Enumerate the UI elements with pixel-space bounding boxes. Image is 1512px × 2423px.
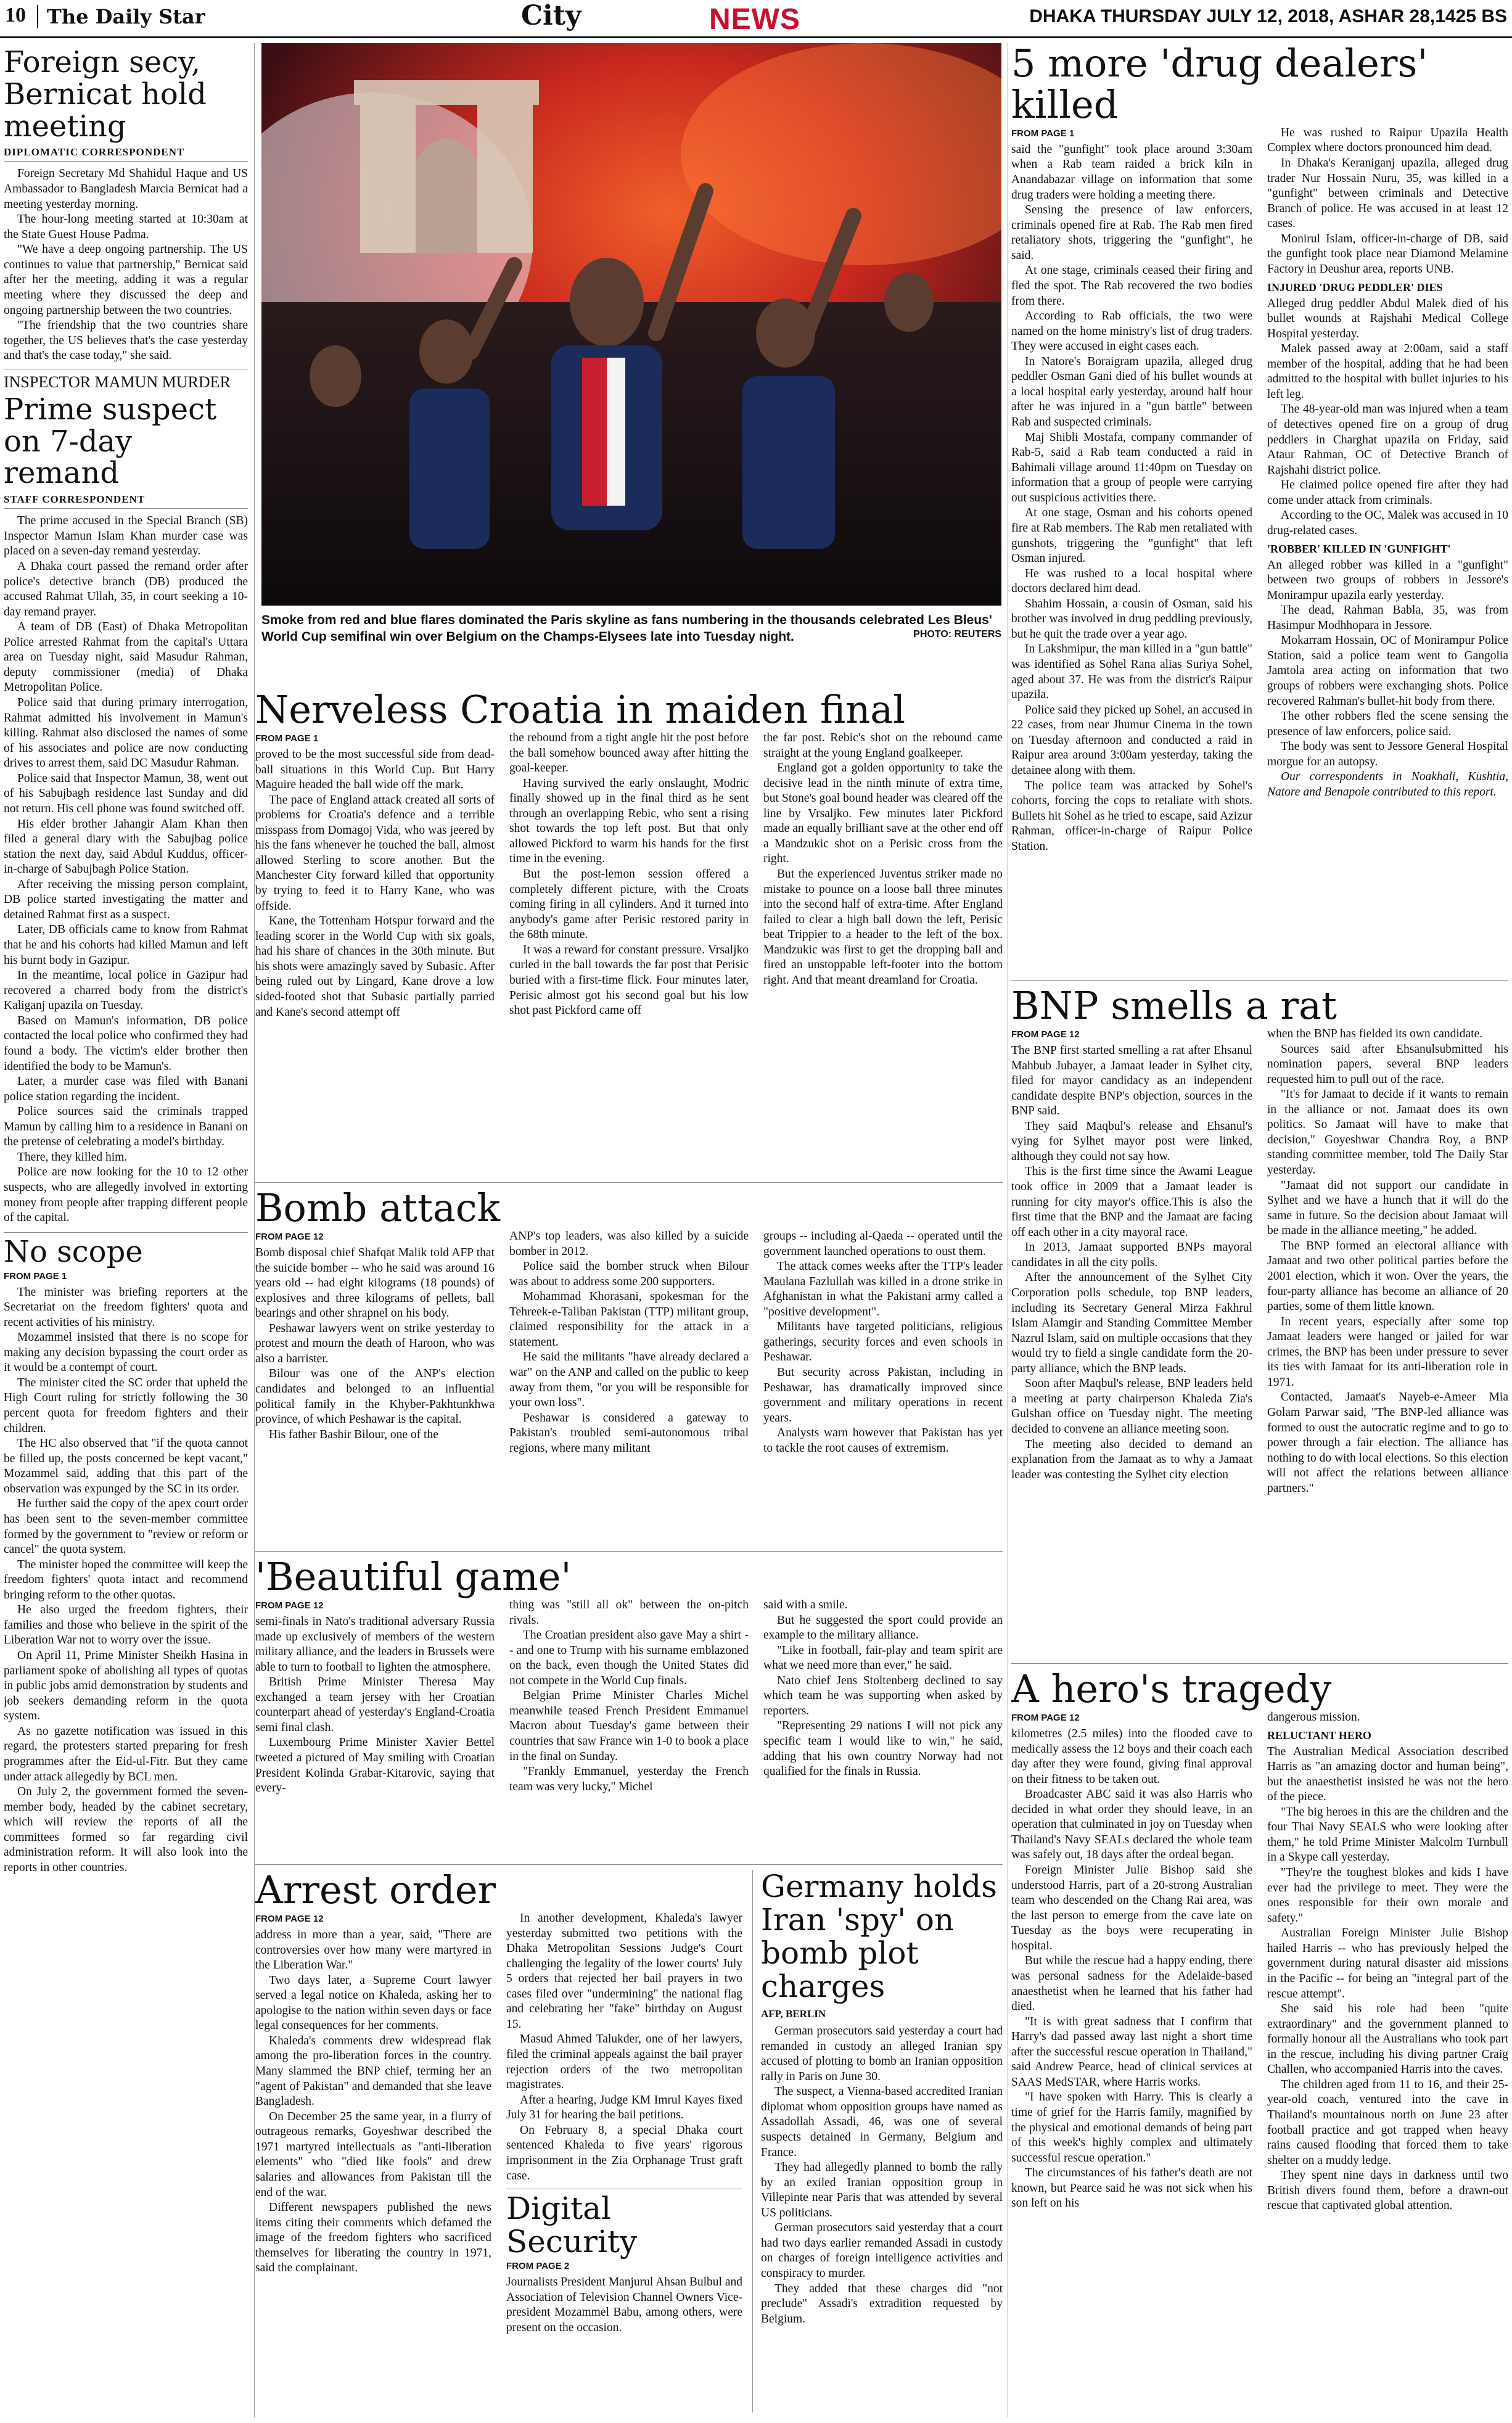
- paragraph: The 48-year-old man was injured when a team of detectives opened fire on a group of drug peddlers in Charghat upazila on Friday, said Ataur Rahman, OC of Detective Branch of Rajshahi district police.: [1267, 403, 1508, 477]
- paragraph: After receiving the missing person complaint, DB police started investigating the matter and detained Rahmat first as a suspect.: [4, 878, 248, 921]
- center-column: [255, 689, 1003, 2416]
- bottom-center-block: [255, 1870, 1003, 2413]
- paragraph: Alleged drug peddler Abdul Malek died of his bullet wounds at Rajshahi Medical College Hospital yesterday.: [1267, 297, 1508, 340]
- paragraph: semi-finals in Nato's traditional adversary Russia made up exclusively of members of the western military alliance, and the leaders in Brussels were able to turn to football to lighten the atmosphere.: [255, 1615, 495, 1674]
- paragraph: dangerous mission.: [1267, 1710, 1360, 1724]
- text-column: [763, 1229, 1003, 1456]
- paragraph: The hour-long meeting started at 10:30am at the State Guest House Padma.: [4, 213, 248, 241]
- paragraph: ANP's top leaders, was also killed by a suicide bomber in 2012.: [509, 1229, 749, 1258]
- celebration-photo: [261, 43, 1001, 606]
- headline: Germany holds Iran 'spy' on bomb plot charges: [761, 1870, 997, 2004]
- headline: Bomb attack: [255, 1188, 501, 1230]
- paragraph: Foreign Secretary Md Shahidul Haque and US Ambassador to Bangladesh Marcia Bernicat had a meeting yesterday morning.: [4, 167, 248, 211]
- paragraph: He further said the copy of the apex court order has been sent to the seven-member committee formed by the government to "review or reform or cancel" the quota system.: [4, 1497, 248, 1557]
- paragraph: In Natore's Boraigram upazila, alleged drug peddler Osman Gani died of his bullet wounds at a local hospital early yesterday, around half hour after he was injured in a "gun battle" between Rab and suspected criminals.: [1011, 355, 1252, 429]
- paragraph: On July 2, the government formed the seven-member body, headed by the cabinet secretary, which will review the reports of all the committees formed so far regarding civil administration reform. It will also look into the reports in other countries.: [4, 1785, 248, 1874]
- paragraph: According to Rab officials, the two were named on the home ministry's list of drug traders. They were accused in eight cases each.: [1011, 310, 1252, 353]
- subhead: INJURED 'DRUG PEDDLER' DIES: [1267, 281, 1443, 294]
- jump-label: FROM PAGE 12: [255, 1913, 324, 1924]
- paragraph: Police said they picked up Sohel, an accused in 22 cases, from near Jhumur Cinema in the town on Tuesday afternoon and conducted a raid in Raipur area around 3:00am yesterday, taking the detainee along with them.: [1011, 703, 1252, 777]
- contributor-note: Our correspondents in Noakhali, Kushtia, Natore and Benapole contributed to this report.: [1267, 770, 1508, 799]
- paragraph: Police said that Inspector Mamun, 38, went out of his Sabujbagh residence last Sunday and did not return. His cell phone was found switched off.: [4, 771, 248, 815]
- paragraph: But while the rescue had a happy ending, there was personal sadness for the Adelaide-based anaesthetist when he learned that his father had died.: [1011, 1954, 1252, 2014]
- article-croatia: [255, 689, 1003, 1183]
- paragraph: Malek passed away at 2:00am, said a staff member of the hospital, adding that he had been admitted to the hospital with bullet injuries to his left leg.: [1267, 342, 1508, 401]
- paragraph: "I have spoken with Harry. This is clearly a time of grief for the Harris family, magnified by the physical and emotional demands of being part of this week's highly complex and ultimately successful rescue operation.": [1011, 2091, 1252, 2165]
- article-arrest: [255, 1870, 742, 2413]
- text-column: [1267, 1027, 1508, 1496]
- paragraph: In the meantime, local police in Gazipur had recovered a charred body from the district's Kaliganj upazila on Tuesday.: [4, 969, 248, 1013]
- paragraph: Maj Shibli Mostafa, company commander of Rab-5, said a Rab team conducted a raid in Bahimali village around 11:40pm on Tuesday on information that a group of people were carrying out suspicious activities there.: [1011, 430, 1252, 504]
- headline: No scope: [4, 1234, 143, 1269]
- paragraph: Bilour was one of the ANP's election candidates and belonged to an influential political family in the Khyber-Pakhtunkhwa province, of which Peshawar is the capital.: [255, 1367, 495, 1426]
- photo-image: [261, 43, 1001, 606]
- paragraph: Later, a murder case was filed with Banani police station regarding the incident.: [4, 1075, 248, 1103]
- column-rule: [752, 1870, 753, 2413]
- paragraph: The Australian Medical Association described Harris as "an amazing doctor and human being", but the anaesthetist insisted he was not the hero of the piece.: [1267, 1745, 1508, 1804]
- paragraph: The pace of England attack created all sorts of problems for Croatia's defence and a terrible misspass from Domagoj Vida, who was jeered by his the fans whenever he touched the ball, almost allowed Sterling to score another. But the Manchester City forward killed that opportunity by trying to feed it to Harry Kane, who was offside.: [255, 793, 495, 913]
- jump-label: FROM PAGE 12: [1011, 1712, 1080, 1723]
- paragraph: There, they killed him.: [17, 1150, 128, 1164]
- page-number: 10: [5, 4, 26, 27]
- paragraph: Having survived the early onslaught, Modric finally showed up in the final third as he sent through an overlapping Rebic, who sent a rising shot towards the top left post. But that only allowed Pickford to warm his hands for the first time in the evening.: [509, 776, 749, 866]
- category-label: NEWS: [709, 3, 800, 36]
- paragraph: It was a reward for constant pressure. Vrsaljko curled in the ball towards the far post that Perisic buried with a first-time flick. Four minutes later, Perisic almost got his second goal but his low shot past Pickford came off: [509, 943, 749, 1018]
- paragraph: A team of DB (East) of Dhaka Metropolitan Police arrested Rahmat from the capital's Uttara area on Tuesday night, said Masudur Rahman, deputy commissioner (media) of Dhaka Metropolitan Police.: [4, 620, 248, 694]
- article-columns: [1011, 1710, 1508, 2214]
- headline: Foreign secy, Bernicat hold meeting: [4, 47, 207, 144]
- article-columns: [255, 1229, 1003, 1456]
- paragraph: Sources said after Ehsanulsubmitted his nomination papers, several BNP leaders requested him to pull out of the race.: [1267, 1042, 1508, 1086]
- paragraph: Broadcaster ABC said it was also Harris who decided in what order they should leave, in an operation that culminated in joy on Tuesday when Thailand's Navy SEALs declared the whole team was safely out, 18 days after the ordeal began.: [1011, 1788, 1252, 1862]
- left-column: [4, 47, 248, 2418]
- paragraph: Police said the bomber struck when Bilour was about to address some 200 supporters.: [509, 1260, 749, 1288]
- article-bnp: [1011, 985, 1508, 1664]
- paragraph: Contacted, Jamaat's Nayeb-e-Ameer Mia Golam Parwar said, "The BNP-led alliance was formed to oust the autocratic regime and to go to power through a fair election. The alliance has nothing to do with local elections. So this election will not affect the relations between alliance partners.": [1267, 1391, 1508, 1495]
- paragraph: He said the militants "have already declared a war" on the ANP and called on the public to keep away from them, "or you will be responsible for your own loss".: [509, 1351, 749, 1410]
- paragraph: An alleged robber was killed in a "gunfight" between two groups of robbers in Jessore's Monirampur upazila early yesterday.: [1267, 558, 1508, 602]
- article-body: [761, 2024, 1003, 2327]
- paragraph: "It is with great sadness that I confirm that Harry's dad passed away last night a short time after the successful rescue operation in Thailand," said Andrew Pearce, head of clinical services at SAAS MedSTAR, where Harris works.: [1011, 2015, 1252, 2089]
- paragraph: The other robbers fled the scene sensing the presence of law enforcers, police said.: [1267, 710, 1508, 738]
- paragraph: The Croatian president also gave May a shirt -- and one to Trump with his surname emblazoned on the back, even though the United States did not compete in the World Cup finals.: [509, 1629, 749, 1687]
- article-mamun: [4, 369, 248, 1226]
- paragraph: The body was sent to Jessore General Hospital morgue for an autopsy.: [1267, 740, 1508, 768]
- paragraph: Mohammad Khorasani, spokesman for the Tehreek-e-Taliban Pakistan (TTP) militant group, claimed responsibility for the attack in a statement.: [509, 1290, 749, 1349]
- paragraph: They said Maqbul's release and Ehsanul's vying for Sylhet mayor post were linked, although they could not say how.: [1011, 1119, 1252, 1163]
- jump-label: FROM PAGE 12: [255, 1600, 324, 1611]
- paragraph: In Dhaka's Keraniganj upazila, alleged drug trader Nur Hossain Nuru, 35, was killed in a "gunfight" between criminals and Detective Branch of police. He was accused in at least 12 cases.: [1267, 157, 1508, 231]
- article-columns: [255, 1598, 1003, 1796]
- text-column: [255, 1911, 491, 2335]
- section-name: City: [521, 0, 581, 31]
- article-columns: [1011, 126, 1508, 854]
- text-column: [509, 1229, 749, 1456]
- paragraph: said with a smile.: [763, 1598, 848, 1611]
- paragraph: The minister cited the SC order that upheld the High Court ruling for strictly following the 30 percent quota for freedom fighters and their children.: [4, 1376, 248, 1435]
- jump-label: FROM PAGE 12: [1011, 1029, 1080, 1040]
- paragraph: They spent nine days in darkness until two British divers found them, before a drawn-out rescue that captivated global attention.: [1267, 2169, 1508, 2213]
- paragraph: He was rushed to Raipur Upazila Health Complex where doctors pronounced him dead.: [1267, 126, 1508, 155]
- headline: Nerveless Croatia in maiden final: [255, 689, 906, 732]
- paragraph: On December 25 the same year, in a flurry of outrageous remarks, Goyeshwar described the 1971 martyred intellectuals as "anti-liberation elements" who "died like fools" and drew salaries and allowances from Pakistan till the end of the war.: [255, 2110, 491, 2199]
- paragraph: Mozammel insisted that there is no scope for making any decision bypassing the court order as it would be a contempt of court.: [4, 1331, 248, 1375]
- paragraph: In recent years, especially after some top Jamaat leaders were hanged or jailed for war crimes, the BNP has been under pressure to sever its ties with Jamaat for its anti-liberation role in 1971.: [1267, 1315, 1508, 1389]
- paragraph: His elder brother Jahangir Alam Khan then filed a general diary with the Sabujbag police station the next day, said Abdul Kuddus, officer-in-charge of Sabujbagh Police Station.: [4, 817, 248, 876]
- paragraph: On February 8, a special Dhaka court sentenced Khaleda to five years' rigorous imprisonment in the Zia Orphanage Trust graft case.: [506, 2123, 742, 2182]
- paragraph: thing was "still all ok" between the on-pitch rivals.: [509, 1598, 749, 1627]
- paragraph: "The big heroes in this are the children and the four Thai Navy SEALS who were looking after them," he told Prime Minister Malcolm Turnbull in a Skype call yesterday.: [1267, 1805, 1508, 1864]
- paragraph: kilometres (2.5 miles) into the flooded cave to medically assess the 12 boys and their coach each day after they were found, giving final approval on their fitness to be taken out.: [1011, 1727, 1252, 1786]
- jump-label: FROM PAGE 2: [506, 2261, 570, 2272]
- paragraph: Police sources said the criminals trapped Mamun by calling him to a residence in Banani on the pretense of celebrating a model's birthday.: [4, 1105, 248, 1149]
- jump-label: FROM PAGE 1: [255, 733, 319, 744]
- article-beautiful-game: [255, 1557, 1003, 1865]
- article-digital-security: [506, 2189, 742, 2335]
- paragraph: Different newspapers published the news items citing their comments which defamed the image of the freedom fighters who sacrificed themselves for liberating the country in 1971, said the complainant.: [255, 2201, 491, 2275]
- paragraph: The BNP formed an electoral alliance with Jamaat and two other political parties before the 2001 election, which it won. Over the years, the four-party alliance has become an alliance of 20 parties, some of them little known.: [1267, 1239, 1508, 1314]
- text-column: [1267, 126, 1508, 854]
- paragraph: Belgian Prime Minister Charles Michel meanwhile teased French President Emmanuel Macron about Tuesday's game between their countries that saw France win 1-0 to book a place in the final on Sunday.: [509, 1689, 749, 1763]
- paragraph: The dead, Rahman Babla, 35, was from Hasimpur Modhhopara in Jessore.: [1267, 604, 1508, 632]
- text-column: [1011, 1027, 1252, 1496]
- column-rule: [254, 43, 255, 2417]
- photo-caption: [261, 612, 1001, 646]
- paragraph: Foreign Minister Julie Bishop said she understood Harris, part of a 20-strong Australian team who descended on the Chang Rai area, was the last person to emerge from the cave late on Tuesday as the boys were recuperating in hospital.: [1011, 1864, 1252, 1952]
- headline: Digital Security: [506, 2191, 638, 2260]
- text-column: [509, 1598, 749, 1796]
- jump-label: FROM PAGE 1: [4, 1270, 67, 1281]
- subhead: 'ROBBER' KILLED IN 'GUNFIGHT': [1267, 542, 1451, 555]
- jump-label: FROM PAGE 12: [255, 1231, 324, 1242]
- paragraph: "The friendship that the two countries share together, the US believes that's the case yesterday and that's the case today," she said.: [4, 319, 248, 363]
- paragraph: In Lakshmipur, the man killed in a "gun battle" was identified as Sohel Rana alias Suriya Sohel, aged about 37. He was from the district's Raipur upazila.: [1011, 643, 1252, 702]
- paragraph: Masud Ahmed Talukder, one of her lawyers, filed the criminal appeals against the bail prayer rejection orders of the two metropolitan magistrates.: [506, 2033, 742, 2092]
- paragraph: The minister hoped the committee will keep the freedom fighters' quota intact and recommend bringing reform to the other quotas.: [4, 1558, 248, 1602]
- paragraph: Nato chief Jens Stoltenberg declined to say which team he was supporting when asked by reporters.: [763, 1674, 1003, 1717]
- article-quota: [4, 1232, 248, 1876]
- article-bomb: [255, 1188, 1003, 1552]
- paragraph: Journalists President Manjurul Ahsan Bulbul and Association of Television Channel Owners Vice-president Mozammel Babu, among others, were present on the occasion.: [506, 2276, 742, 2334]
- paragraph: A Dhaka court passed the remand order after police's detective branch (DB) produced the accused Rahmat Ullah, 35, in court seeking a 10-day remand prayer.: [4, 559, 248, 619]
- headline: BNP smells a rat: [1011, 985, 1337, 1028]
- paragraph: But the post-lemon session offered a completely different picture, with the Croats coming firing in all cylinders. And it turned into anybody's game after Perisic restored parity in the 68th minute.: [509, 868, 749, 942]
- headline: A hero's tragedy: [1011, 1669, 1332, 1711]
- paragraph: At one stage, Osman and his cohorts opened fire at Rab members. The Rab men retaliated with gunshots, triggering the "gunfight" that left Osman injured.: [1011, 506, 1252, 566]
- headline: Arrest order: [255, 1870, 496, 1912]
- paragraph: But security across Pakistan, including in Peshawar, has dramatically improved since government and military operations in recent years.: [763, 1366, 1003, 1425]
- paragraph: German prosecutors said yesterday a court had remanded in custody an alleged Iranian spy accused of plotting to bomb an Iranian opposition rally in Paris on June 30.: [761, 2025, 1003, 2083]
- paragraph: After the announcement of the Sylhet City Corporation polls schedule, top BNP leaders, including its Secretary General Mirza Fakhrul Islam Alamgir and Standing Committee Member Nazrul Islam, said on multiple occasions that they would try to field a single candidate form the 20-party alliance, which the BNP leads.: [1011, 1271, 1252, 1375]
- masthead-bar: [0, 0, 1512, 38]
- article-body: [4, 167, 248, 363]
- article-hero: [1011, 1669, 1508, 2409]
- paragraph: The HC also observed that "if the quota cannot be filled up, the posts concerned be kept vacant," Mozammel said, adding that this part of the observation was expunged by the SC in its order.: [4, 1437, 248, 1495]
- text-column: [1267, 1710, 1508, 2214]
- paragraph: Peshawar is considered a gateway to Pakistan's troubled semi-autonomous tribal regions, where many militant: [509, 1411, 749, 1455]
- kicker: INSPECTOR MAMUN MURDER: [4, 369, 248, 392]
- paragraph: when the BNP has fielded its own candidate.: [1267, 1027, 1483, 1040]
- article-bernicat: [4, 47, 248, 364]
- article-body: [4, 1285, 248, 1876]
- paragraph: Mokarram Hossain, OC of Monirampur Police Station, said a police team went to Gangolia Jamtola area acting on information that two groups of robbers were exchanging shots. Police recovered Rahman's bullet-hit body from there.: [1267, 634, 1508, 708]
- paragraph: The attack comes weeks after the TTP's leader Maulana Fazlullah was killed in a drone strike in Afghanistan in what the Pakistani army called a "positive development".: [763, 1260, 1003, 1318]
- subhead: RELUCTANT HERO: [1267, 1729, 1371, 1742]
- paragraph: She said his role had been "quite extraordinary" and the government planned to formally honour all the Australians who took part in the rescue, including his diving partner Craig Challen, who accompanied Harris into the caves.: [1267, 2002, 1508, 2076]
- paragraph: "Frankly Emmanuel, yesterday the French team was very lucky," Michel: [509, 1765, 749, 1793]
- paragraph: "Jamaat did not support our candidate in Sylhet and we have a hunch that it will do the same in future. So the decision about Jamaat will be made in the alliance meeting," he added.: [1267, 1179, 1508, 1238]
- paragraph: He also urged the freedom fighters, their families and those who believe in the spirit of the Liberation War not to worry over the issue.: [4, 1603, 248, 1647]
- paragraph: Police are now looking for the 10 to 12 other suspects, who are allegedly involved in extorting money from people after trapping different people of the capital.: [4, 1166, 248, 1225]
- text-column: [255, 1229, 495, 1456]
- byline: DIPLOMATIC CORRESPONDENT: [4, 146, 248, 162]
- paragraph: The suspect, a Vienna-based accredited Iranian diplomat whom opposition groups have named as Assadollah Assadi, 46, was one of several suspects detained in Germany, Belgium and France.: [761, 2085, 1003, 2159]
- article-body: [4, 514, 248, 1225]
- text-column: [255, 731, 495, 1020]
- paragraph: The children aged from 11 to 16, and their 25-year-old coach, ventured into the cave in Thailand's mountainous north on June 23 after football practice and got trapped when heavy rains caused flooding that forced them to take shelter on a muddy ledge.: [1267, 2078, 1508, 2167]
- article-columns: [1011, 1027, 1508, 1496]
- paragraph: Analysts warn however that Pakistan has yet to tackle the root causes of extremism.: [763, 1426, 1003, 1455]
- headline: 5 more 'drug dealers' killed: [1011, 43, 1428, 127]
- paragraph: They added that these charges did "not preclude" Assadi's extradition requested by Belgium.: [761, 2282, 1003, 2326]
- paragraph: British Prime Minister Theresa May exchanged a team jersey with her Croatian counterpart ahead of yesterday's England-Croatia semi final clash.: [255, 1676, 495, 1734]
- paragraph: In 2013, Jamaat supported BNPs mayoral candidates in all the city polls.: [1011, 1241, 1252, 1269]
- paragraph: This is the first time since the Awami League took office in 2009 that a Jamaat leader is running for city mayor's office.This is also the first time that the BNP and the Jamaat are facing off each other in a city mayoral race.: [1011, 1165, 1252, 1239]
- paragraph: "Like in football, fair-play and team spirit are what we need more than ever," he said.: [763, 1643, 1003, 1672]
- paper-name: The Daily Star: [37, 5, 205, 28]
- paragraph: the rebound from a tight angle hit the post before the ball somehow bounced away after hitting the goal-keeper.: [509, 731, 749, 775]
- byline: AFP, BERLIN: [761, 2008, 826, 2020]
- article-iran: [761, 1870, 1003, 2413]
- paragraph: According to the OC, Malek was accused in 10 drug-related cases.: [1267, 509, 1508, 537]
- paragraph: But the experienced Juventus striker made no mistake to pounce on a loose ball three minutes into the second half of extra-time. After England failed to clear a high ball down the left, Perisic beat Trippier to a header to the left of the box. Mandzukic was first to get the dropping ball and fired an unstoppable left-footer into the bottom right. And that meant dreamland for Croatia.: [763, 868, 1003, 987]
- jump-label: FROM PAGE 1: [1011, 128, 1075, 139]
- paragraph: Khaleda's comments drew widespread flak among the pro-liberation forces in the country. Many slammed the BNP chief, terming her an "agent of Pakistan" and demanded that she leave Bangladesh.: [255, 2034, 491, 2108]
- paragraph: In another development, Khaleda's lawyer yesterday submitted two petitions with the Dhaka Metropolitan Sessions Judge's Court challenging the legality of the lower courts' July 5 orders that rejected her bail prayers in two cases filed over "undermining" the national flag and celebrating her "fake" birthday on August 15.: [506, 1911, 742, 2031]
- paragraph: His father Bashir Bilour, one of the: [269, 1428, 438, 1441]
- paragraph: Australian Foreign Minister Julie Bishop hailed Harris -- who has previously helped the government during natural disaster aid missions in the Pacific -- for being an "integral part of the rescue attempt".: [1267, 1927, 1508, 2001]
- text-column: [506, 1911, 742, 2335]
- paragraph: They had allegedly planned to bomb the rally by an exiled Iranian opposition group in Villepinte near Paris that was attended by several US politicians.: [761, 2161, 1003, 2219]
- paragraph: "We have a deep ongoing partnership. The US continues to value that partnership," Bernicat said after her the meeting, adding it was a regular meeting where they discussed the deep and ongoing partnership between the two countries.: [4, 243, 248, 317]
- headline: Prime suspect on 7-day remand: [4, 392, 217, 491]
- paragraph: address in more than a year, said, "There are controversies over how many were martyred in the Liberation War.": [255, 1928, 491, 1972]
- paragraph: England got a golden opportunity to take the decisive lead in the ninth minute of extra time, but Stone's goal bound header was cleared off the line by Vrsaljko. Few minutes later Pickford made an equally brilliant save at the other end off a Mandzukic shot on a Perisic cross from the right.: [763, 762, 1003, 866]
- text-column: [509, 731, 749, 1020]
- text-column: [1011, 1710, 1252, 2214]
- paragraph: Luxembourg Prime Minister Xavier Bettel tweeted a pictured of May smiling with Croatian President Kolinda Grabar-Kitarovic, saying that every-: [255, 1736, 495, 1795]
- paragraph: "It's for Jamaat to decide if it wants to remain in the alliance or not. Jamaat does its own politics. So Jamaat will have to make that decision," Goyeshwar Chandra Roy, a BNP standing committee member, told The Daily Star yesterday.: [1267, 1088, 1508, 1177]
- paragraph: The prime accused in the Special Branch (SB) Inspector Mamun Islam Khan murder case was placed on a seven-day remand yesterday.: [4, 514, 248, 558]
- paragraph: said the "gunfight" took place around 3:30am when a Rab team raided a brick kiln in Anandabazar village on information that some drug traders were holding a meeting there.: [1011, 142, 1252, 202]
- paragraph: proved to be the most successful side from dead-ball situations in this World Cup. But Harry Maguire headed the ball wide off the mark.: [255, 747, 495, 792]
- photo-credit: PHOTO: REUTERS: [913, 629, 1001, 640]
- paragraph: Shahim Hossain, a cousin of Osman, said his brother was involved in drug peddling previously, but he quit the trade over a year ago.: [1011, 597, 1252, 641]
- paragraph: "They're the toughest blokes and kids I have ever had the privilege to meet. They were the ones responsible for their own morale and safety.": [1267, 1866, 1508, 1925]
- paragraph: Militants have targeted politicians, religious gatherings, security forces and even schools in Peshawar.: [763, 1320, 1003, 1364]
- paragraph: The minister was briefing reporters at the Secretariat on the freedom fighters' quota and recent activities of his ministry.: [4, 1285, 248, 1329]
- paragraph: After a hearing, Judge KM Imrul Kayes fixed July 31 for hearing the bail petitions.: [506, 2093, 742, 2122]
- paragraph: The meeting also decided to demand an explanation from the Jamaat as to why a Jamaat leader was contesting the Sylhet city election: [1011, 1438, 1252, 1481]
- article-columns: [255, 1911, 742, 2335]
- paragraph: German prosecutors said yesterday that a court had two days earlier remanded Assadi in custody on charges of foreign intelligence activities and conspiracy to murder.: [761, 2221, 1003, 2280]
- paragraph: He was rushed to a local hospital where doctors declared him dead.: [1011, 567, 1252, 596]
- paragraph: The circumstances of his father's death are not known, but Pearce said he was not sick when his son left on his: [1011, 2166, 1252, 2210]
- paragraph: As no gazette notification was issued in this regard, the protesters started preparing for fresh programmes after the Eid-ul-Fitr. But they came under attack allegedly by BCL men.: [4, 1724, 248, 1783]
- paragraph: Soon after Maqbul's release, BNP leaders held a meeting at party chairperson Khaleda Zia's Gulshan office on Tuesday night. The meeting decided to convene an alliance meeting soon.: [1011, 1377, 1252, 1436]
- paragraph: Peshawar lawyers went on strike yesterday to protest and mourn the death of Haroon, who was also a barrister.: [255, 1322, 495, 1365]
- paragraph: "Representing 29 nations I will not pick any specific team I would like to win," he said, adding that his own country Norway had not qualified for the finals in Russia.: [763, 1719, 1003, 1779]
- byline: STAFF CORRESPONDENT: [4, 493, 248, 509]
- article-columns: [255, 731, 1003, 1020]
- paragraph: Based on Mamun's information, DB police contacted the local police who confirmed they had found a body. The victim's elder brother then identified the body to be Mamun's.: [4, 1014, 248, 1073]
- paragraph: Kane, the Tottenham Hotspur forward and the leading scorer in the World Cup with six goals, had his share of chances in the 30th minute. But his shots were amazingly saved by Subasic. After being ruled out by Lingard, Kane drove a low sided-footed shot that Subasic partially parried and Kane's second attempt off: [255, 915, 495, 1019]
- paragraph: Police said that during primary interrogation, Rahmat admitted his involvement in Mamun's killing. Rahmat also disclosed the names of some of his associates and police are now conducting drives to arrest them, said DC Masudur Rahman.: [4, 696, 248, 770]
- paragraph: On April 11, Prime Minister Sheikh Hasina in parliament spoke of abolishing all types of quotas in public jobs amid demonstration by students and job seekers demanding reform in the quota system.: [4, 1649, 248, 1723]
- paragraph: Monirul Islam, officer-in-charge of DB, said the gunfight took place near Diamond Melamine Factory in Deushur area, reports UNB.: [1267, 232, 1508, 276]
- dateline: DHAKA THURSDAY JULY 12, 2018, ASHAR 28,1425 BS: [1029, 6, 1507, 27]
- paragraph: But he suggested the sport could provide an example to the military alliance.: [763, 1613, 1003, 1642]
- text-column: [763, 731, 1003, 1020]
- paragraph: groups -- including al-Qaeda -- operated until the government launched operations to oust them.: [763, 1229, 1003, 1258]
- text-column: [255, 1598, 495, 1796]
- paragraph: Later, DB officials came to know from Rahmat that he and his cohorts had killed Mamun and left his burnt body in Gazipur.: [4, 923, 248, 967]
- paragraph: The police team was attacked by Sohel's cohorts, forcing the cops to retaliate with shots. Bullets hit Sohel as he tried to escape, said Azizur Rahman, officer-in-charge of Raipur Police Station.: [1011, 779, 1252, 853]
- paragraph: At one stage, criminals ceased their firing and fled the spot. The Rab recovered the two bodies from there.: [1011, 264, 1252, 308]
- right-column: [1011, 43, 1508, 2417]
- article-drug-dealers: [1011, 43, 1508, 981]
- paragraph: The BNP first started smelling a rat after Ehsanul Mahbub Jubayer, a Jamaat leader in Sylhet city, filed for mayor candidacy as an independent candidate despite BNP's objection, sources in the BNP said.: [1011, 1043, 1252, 1118]
- paragraph: Bomb disposal chief Shafqat Malik told AFP that the suicide bomber -- who he said was around 16 years old -- had eight kilograms (18 pounds) of explosives and three kilograms of pellets, ball bearings and other shrapnel on his body.: [255, 1246, 495, 1320]
- paragraph: Sensing the presence of law enforcers, criminals opened fire at Rab. The Rab men fired retaliatory shots, triggering the "gunfight", he said.: [1011, 204, 1252, 262]
- caption-text: Smoke from red and blue flares dominated the Paris skyline as fans numbering in the thousands celebrated Les Bleus' World Cup semifinal win over Belgium on the Champs-Elysees late into Tuesday night.: [261, 613, 992, 644]
- text-column: [1011, 126, 1252, 854]
- paragraph: Two days later, a Supreme Court lawyer served a legal notice on Khaleda, asking her to apologise to the nation within seven days or face legal consequences for her comments.: [255, 1973, 491, 2033]
- headline: 'Beautiful game': [255, 1557, 572, 1599]
- paragraph: the far post. Rebic's shot on the rebound came straight at the young England goalkeeper.: [763, 731, 1003, 760]
- paragraph: He claimed police opened fire after they had come under attack from criminals.: [1267, 479, 1508, 507]
- text-column: [763, 1598, 1003, 1796]
